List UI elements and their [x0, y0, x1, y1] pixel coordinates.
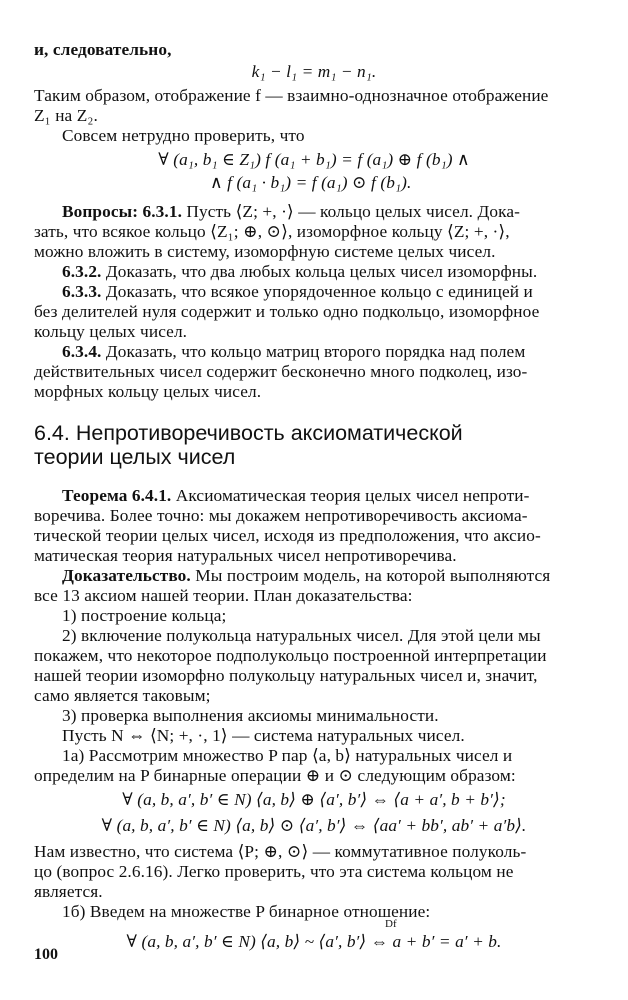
equation-equivalence-relation: ∀ (a, b, a′, b′ ∈ N) ⟨a, b⟩ ~ ⟨a′, b′⟩ ⇔ a + b′ = a′ + b. — [126, 932, 502, 951]
equation-homomorphism-product: ∧ f (a₁ · b₁) = f (a₁) ⊙ f (b₁). — [210, 173, 412, 192]
text-line: зать, что всякое кольцо ⟨Z₁; ⊕, ⊙⟩, изоморфное кольцу ⟨Z; +, ·⟩, — [34, 222, 510, 241]
text-line: является. — [34, 882, 103, 901]
text-line: тической теории целых чисел, исходя из предположения, что аксио- — [34, 526, 541, 545]
text-line: матическая теория натуральных чисел непротиворечива. — [34, 546, 457, 565]
text-line: без делителей нуля содержит и только одно подкольцо, изоморфное — [34, 302, 540, 321]
equation-homomorphism-sum: ∀ (a₁, b₁ ∈ Z₁) f (a₁ + b₁) = f (a₁) ⊕ f (b₁) ∧ — [158, 150, 470, 169]
text-line: морфных кольцу целых чисел. — [34, 382, 262, 401]
text-line: можно вложить в систему, изоморфную системе целых чисел. — [34, 242, 496, 261]
step-1b: 1б) Введем на множестве P бинарное отношение: — [62, 902, 431, 921]
page-number: 100 — [34, 946, 58, 963]
proof-start: Доказательство. Мы построим модель, на которой выполняются — [62, 566, 551, 585]
text-line: само является таковым; — [34, 686, 211, 705]
text-line: Совсем нетрудно проверить, что — [62, 126, 305, 145]
bold-label: Доказательство. — [62, 566, 191, 585]
text-line: Нам известно, что система ⟨P; ⊕, ⊙⟩ — коммутативное полуколь- — [34, 842, 527, 861]
equation-k-l-m-n: k₁ − l₁ = m₁ − n₁. — [251, 62, 377, 81]
bold-label: 6.3.4. — [62, 342, 102, 361]
text-line: действительных чисел содержит бесконечно много подколец, изо- — [34, 362, 528, 381]
question-6-3-4: 6.3.4. Доказать, что кольцо матриц второго порядка над полем — [62, 342, 526, 361]
text-line: кольцу целых чисел. — [34, 322, 188, 341]
question-6-3-1: Вопросы: 6.3.1. Пусть ⟨Z; +, ·⟩ — кольцо целых чисел. Дока- — [62, 202, 520, 221]
text-line: нашей теории изоморфно полукольцу натуральных чисел и, значит, — [34, 666, 538, 685]
definition-marker: Df — [385, 918, 397, 930]
step-1a: 1а) Рассмотрим множество P пар ⟨a, b⟩ натуральных чисел и — [62, 746, 513, 765]
text-line: определим на P бинарные операции ⊕ и ⊙ следующим образом: — [34, 766, 516, 785]
question-6-3-2: 6.3.2. Доказать, что два любых кольца целых чисел изоморфны. — [62, 262, 538, 281]
bold-label: 6.3.1. — [142, 202, 182, 221]
section-heading: теории целых чисел — [34, 445, 236, 469]
plan-item-2: 2) включение полукольца натуральных чисел. Для этой цели мы — [62, 626, 541, 645]
bold-label: 6.3.2. — [62, 262, 102, 281]
bold-label: 6.3.3. — [62, 282, 102, 301]
equation-sum-definition: ∀ (a, b, a′, b′ ∈ N) ⟨a, b⟩ ⊕ ⟨a′, b′⟩ ⇔ ⟨a + a′, b + b′⟩; — [122, 790, 506, 809]
text-line: воречива. Более точно: мы докажем непротиворечивость аксиома- — [34, 506, 528, 525]
section-heading: 6.4. Непротиворечивость аксиоматической — [34, 421, 463, 445]
bold-label: Вопросы: — [62, 202, 139, 221]
plan-item-3: 3) проверка выполнения аксиомы минимальности. — [62, 706, 439, 725]
equation-product-definition: ∀ (a, b, a′, b′ ∈ N) ⟨a, b⟩ ⊙ ⟨a′, b′⟩ ⇔ ⟨aa′ + bb′, ab′ + a′b⟩. — [101, 816, 527, 835]
text-line: Пусть N ⇔ ⟨N; +, ·, 1⟩ — система натуральных чисел. — [62, 726, 465, 745]
text-line: и, следовательно, — [34, 40, 172, 59]
text-line: Таким образом, отображение f — взаимно-однозначное отображение — [34, 86, 549, 105]
plan-item-1: 1) построение кольца; — [62, 606, 227, 625]
question-6-3-3: 6.3.3. Доказать, что всякое упорядоченное кольцо с единицей и — [62, 282, 533, 301]
text-line: цо (вопрос 2.6.16). Легко проверить, что эта система кольцом не — [34, 862, 514, 881]
theorem-6-4-1: Теорема 6.4.1. Аксиоматическая теория целых чисел непроти- — [62, 486, 530, 505]
bold-label: Теорема 6.4.1. — [62, 486, 172, 505]
text-line: все 13 аксиом нашей теории. План доказательства: — [34, 586, 413, 605]
text-line: покажем, что некоторое подполукольцо построенной интерпретации — [34, 646, 547, 665]
text-line: Z₁ на Z₂. — [34, 106, 98, 125]
